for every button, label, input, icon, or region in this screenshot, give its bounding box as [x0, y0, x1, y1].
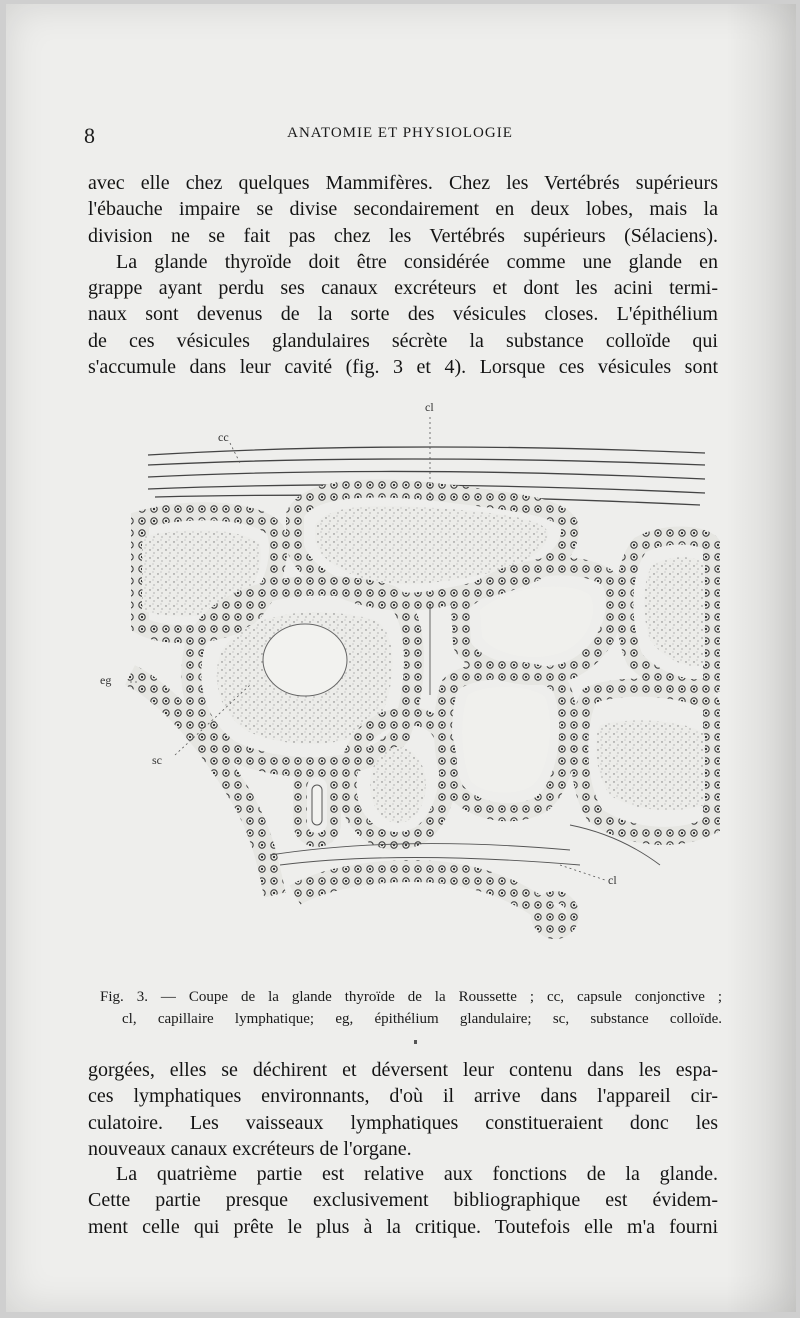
caption-line: Fig. 3. — Coupe de la glande thyroïde de la Roussette ; cc, capsule conjonctive ; [100, 989, 722, 1005]
paragraph-bottom [88, 1057, 718, 1162]
label-cl-bottom: cl [608, 873, 617, 887]
text-line: naux sont devenus de la sorte des vésicules closes. L'épithélium [88, 303, 718, 326]
text-line: de ces vésicules glandulaires sécrète la substance colloïde qui [88, 329, 718, 352]
vesicle [624, 536, 712, 689]
vesicle [191, 586, 414, 768]
page-edge-shadow [726, 4, 796, 1312]
text-line: division ne se fait pas chez les Vertébrés supérieurs (Sélaciens). [88, 224, 718, 247]
caption-line: cl, capillaire lymphatique; eg, épithélium glandulaire; sc, substance colloïde. [122, 1011, 722, 1027]
text-line: l'ébauche impaire se divise secondairement en deux lobes, mais la [88, 198, 718, 221]
text-line: La quatrième partie est relative aux fonctions de la glande. [116, 1163, 718, 1185]
histology-illustration [100, 395, 720, 985]
vesicle [579, 688, 712, 836]
page-number: 8 [84, 123, 95, 148]
text-line: ment celle qui prête le plus à la critique. Toutefois elle m'a fourni [88, 1215, 718, 1238]
epithelium-band [295, 871, 560, 925]
text-line: s'accumule dans leur cavité (fig. 3 et 4). Lorsque ces vésicules sont [88, 356, 718, 379]
text-line: grappe ayant perdu ses canaux excréteurs et dont les acini termi- [88, 277, 718, 300]
label-eg: eg [100, 673, 112, 687]
text-line: Cette partie presque exclusivement bibliographique est évidem- [88, 1189, 718, 1212]
label-sc: sc [152, 753, 162, 767]
ink-mark [414, 1040, 417, 1044]
vesicle [460, 566, 615, 676]
text-line: avec elle chez quelques Mammifères. Chez les Vertébrés supérieurs [88, 172, 718, 194]
small-vesicle [300, 770, 334, 840]
label-cc: cc [218, 430, 229, 444]
text-line: La glande thyroïde doit être considérée comme une glande en [116, 250, 718, 273]
vesicle [443, 670, 568, 812]
paragraph-last [88, 1161, 718, 1240]
figure-caption [100, 986, 722, 1030]
text-line: gorgées, elles se déchirent et déversent leur contenu dans les espa- [88, 1059, 718, 1081]
label-cl-top: cl [425, 400, 434, 414]
text-line: ces lymphatiques environnants, d'où il arrive dans l'appareil cir- [88, 1085, 718, 1108]
running-title: ANATOMIE ET PHYSIOLOGIE [287, 125, 513, 141]
text-line: culatoire. Les vaisseaux lymphatiques constitueraient donc les [88, 1111, 718, 1134]
figure-thyroid-section [100, 395, 720, 985]
paragraph-top [88, 170, 718, 380]
text-line: nouveaux canaux excréteurs de l'organe. [88, 1137, 412, 1160]
